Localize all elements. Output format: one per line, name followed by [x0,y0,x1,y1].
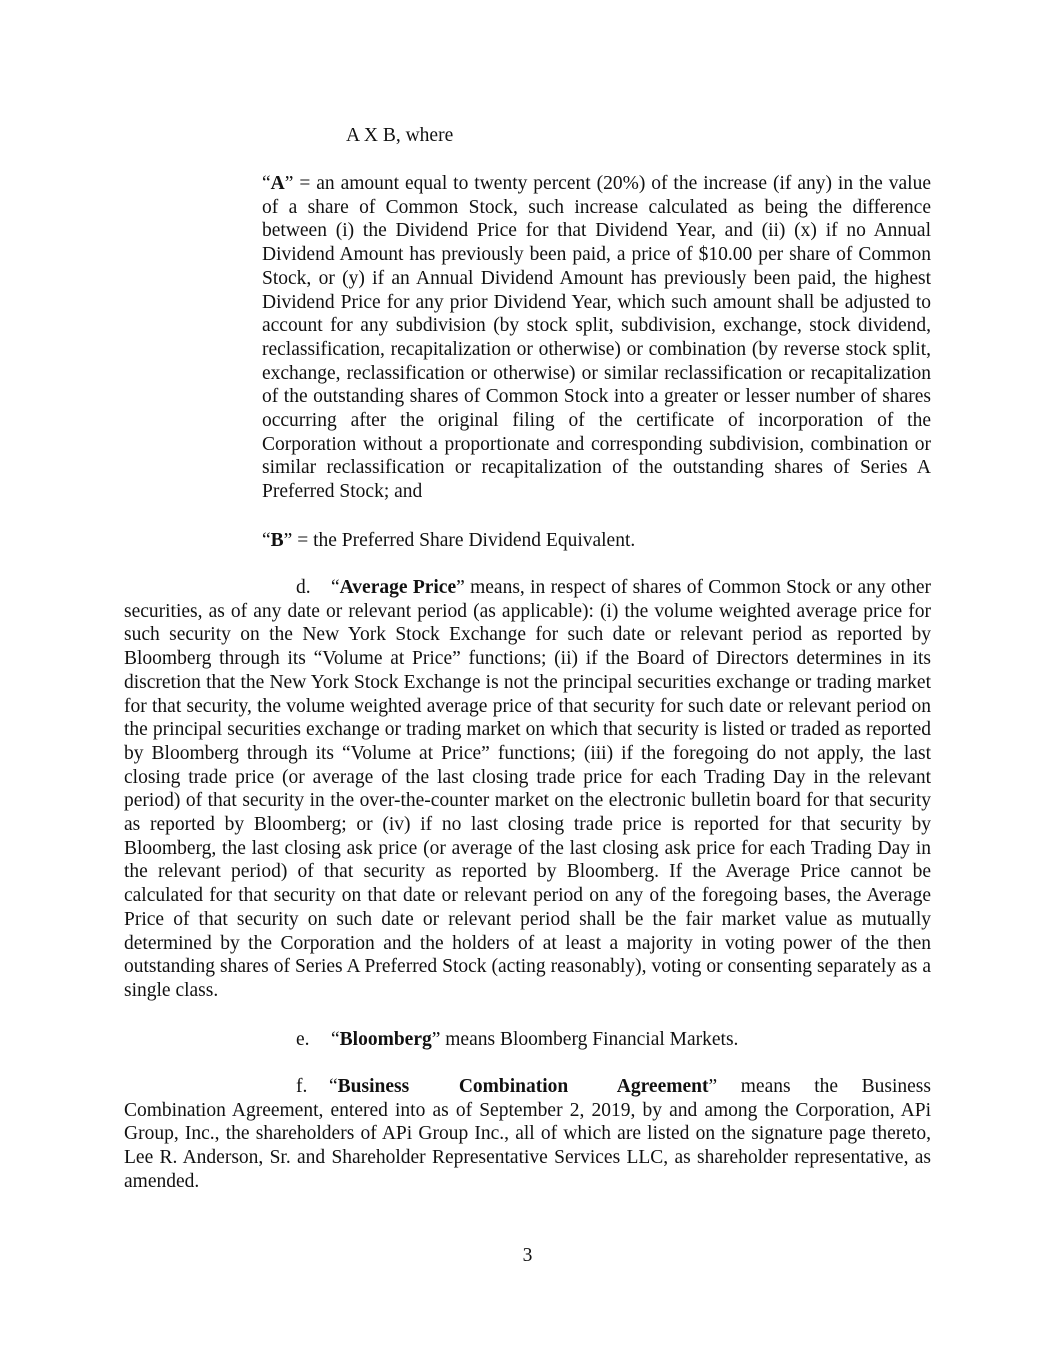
section-e-text: ” means Bloomberg Financial Markets. [431,1029,739,1050]
defined-term-average-price: Average Price [339,577,457,598]
definition-a-text: ” = an amount equal to twenty percent (20%) of the increase (if any) in the value of a share of Common Stock, such increase calculated as being the difference between (i) the Dividend Price for that Dividend Year, and (ii) (x) if no Annual Dividend Amount has previously been paid, a price of $10.00 per share of Common Stock, or (y) if an Annual Dividend Amount has previously been paid, the highest Dividend Price for any prior Dividend Year, which such amount shall be adjusted to account for any subdivision (by stock split, subdivision, exchange, stock dividend, reclassification, recapitalization or otherwise) or combination (by reverse stock split, exchange, reclassification or otherwise) or similar reclassification or recapitalization of the outstanding shares of Common Stock into a greater or lesser number of shares occurring after the original filing of the certificate of incorporation of the Corporation without a proportionate and corresponding subdivision, combination or similar reclassification or recapitalization of the outstanding shares of Series A Preferred Stock; and [262,173,931,503]
formula-text: A X B, where [346,125,454,146]
definition-a [262,172,931,504]
open-quote: “ [329,1076,338,1097]
definition-b-text: ” = the Preferred Share Dividend Equivalent. [283,530,636,551]
section-d-text: ” means, in respect of shares of Common Stock or any other securities, as of any date or relevant period (as applicable): (i) the volume weighted average price for such security on the New York Stock Exchange for such date or relevant period as reported by Bloomberg through its “Volume at Price” functions; (ii) if the Board of Directors determines in its discretion that the New York Stock Exchange is not the principal securities exchange or trading market for that security, the volume weighted average price of that security for such date or relevant period on the principal securities exchange or trading market on which that security is listed or traded as reported by Bloomberg through its “Volume at Price” functions; (iii) if the foregoing do not apply, the last closing trade price (or average of the last closing trade price for each Trading Day in the relevant period) of that security in the over-the-counter market on the electronic bulletin board for that security as reported by Bloomberg; or (iv) if no last closing trade price is reported for that security by Bloomberg, the last closing ask price (or average of the last closing ask price for each Trading Day in the relevant period) of that security as reported by Bloomberg. If the Average Price cannot be calculated for that security on that date or relevant period on any of the foregoing bases, the Average Price of that security on such date or relevant period shall be the fair market value as mutually determined by the Corporation and the holders of at least a majority in voting power of the then outstanding shares of Series A Preferred Stock (acting reasonably), voting or consenting separately as a single class. [124,577,931,1001]
section-f-paragraph [124,1075,931,1194]
open-quote: “ [262,530,271,551]
defined-term-b: B [270,530,284,551]
open-quote: “ [331,577,340,598]
section-d-label: d. [296,577,311,598]
page-number: 3 [522,1245,533,1266]
section-f-text: ” means the Business Combination Agreement, entered into as of September 2, 2019, by and among the Corporation, APi Group, Inc., the shareholders of APi Group Inc., all of which are listed on the signature page thereto, Lee R. Anderson, Sr. and Shareholder Representative Services LLC, as shareholder representative, as amended. [124,1076,931,1192]
defined-term-bloomberg: Bloomberg [339,1029,432,1050]
open-quote: “ [262,173,271,194]
section-e-paragraph [124,1028,931,1052]
open-quote: “ [331,1029,340,1050]
defined-term-a: A [270,173,285,194]
section-f-label: f. [296,1076,308,1097]
formula-line [346,124,646,148]
defined-term-business-combination-agreement: Business Combination Agreement [337,1076,709,1097]
section-e-label: e. [296,1029,310,1050]
definition-b [262,529,931,553]
section-d-paragraph [124,576,931,1003]
